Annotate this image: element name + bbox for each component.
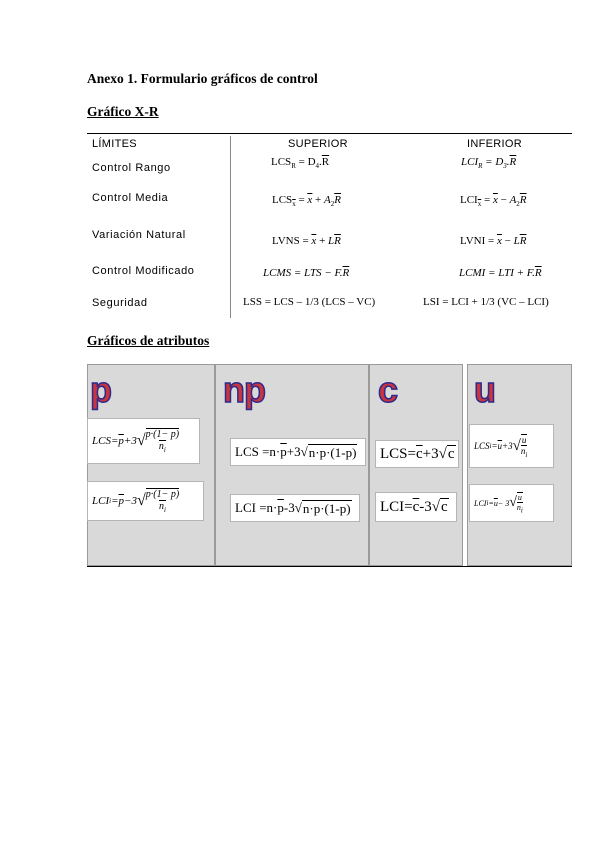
formula-lci-np: LCI =n· $\overline{p}$ -3 √ $n\cdot\overline{p}\cdot(1-\overline{p})$	[230, 494, 360, 522]
formula-lcs-u: LCS i = $\overline{u}$ +3 √ u $n_i$	[469, 424, 554, 468]
formula-lcs-c: LCS= $\overline{c}$ +3 √ c	[375, 440, 459, 468]
table-column-divider	[230, 136, 231, 318]
table-top-rule	[87, 133, 572, 134]
symbol-u: u	[474, 369, 495, 410]
formula-lci-p: LCI i = $\overline{p}$ −3 √ p·(1− p) $n_i$	[87, 481, 204, 521]
section-heading-xr: Gráfico X-R	[87, 104, 159, 119]
formula-lcs-np: LCS =n· $\overline{p}$ +3 √ $n\cdot\overline{p}\cdot(1-\overline{p})$	[230, 438, 366, 466]
section-heading-attributes: Gráficos de atributos	[87, 333, 210, 348]
row-label-control-media: Control Media	[92, 192, 169, 204]
formula-lvns: LVNS = $\overline{x} + L\overline{R}$	[272, 235, 341, 247]
attributes-bottom-rule	[87, 566, 572, 567]
header-upper: SUPERIOR	[288, 138, 348, 150]
formula-lci-x: $LCI_{\overline{x}} = \overline{x} - A_2\overline{R}$	[460, 194, 527, 209]
symbol-p: p	[90, 369, 111, 410]
header-limits: LÍMITES	[92, 138, 137, 150]
header-lower: INFERIOR	[467, 138, 522, 150]
formula-lcmi: LCMI = LTI + $F.\overline{R}$	[459, 267, 542, 279]
formula-lcs-x: $LCS_{\overline{x}} = x + A_2\overline{R}$	[272, 194, 341, 209]
symbol-c: c	[378, 369, 398, 410]
formula-lsi: LSI = LCI + 1/3 (VC – LCI)	[423, 296, 549, 308]
row-label-control-rango: Control Rango	[92, 162, 171, 174]
row-label-seguridad: Seguridad	[92, 297, 148, 309]
symbol-np: np	[223, 369, 265, 410]
document-title: Anexo 1. Formulario gráficos de control	[87, 71, 318, 86]
formula-lvni: LVNI = $\overline{x} - L\overline{R}$	[460, 235, 527, 247]
formula-lcs-r: $LCS_R = D_4.\overline{R}$	[271, 156, 330, 171]
formula-lss: LSS = LCS – 1/3 (LCS – VC)	[243, 296, 376, 308]
formula-lcs-p: LCS= $\overline{p}$ +3 √ $p\cdot(1- \overline{p})$ $n_i$	[87, 418, 200, 464]
formula-lci-r: $LCI_R = D_3.\overline{R}$	[461, 156, 517, 171]
formula-lci-c: LCI= $\overline{c}$ -3 √ c	[375, 492, 457, 522]
row-label-variacion-natural: Variación Natural	[92, 229, 186, 241]
formula-lcms: LCMS = LTS − $F.\overline{R}$	[263, 267, 350, 279]
row-label-control-modificado: Control Modificado	[92, 265, 195, 277]
formula-lci-u: LCI i = $\overline{u}$ − 3 √ u $n_i$	[469, 484, 554, 522]
